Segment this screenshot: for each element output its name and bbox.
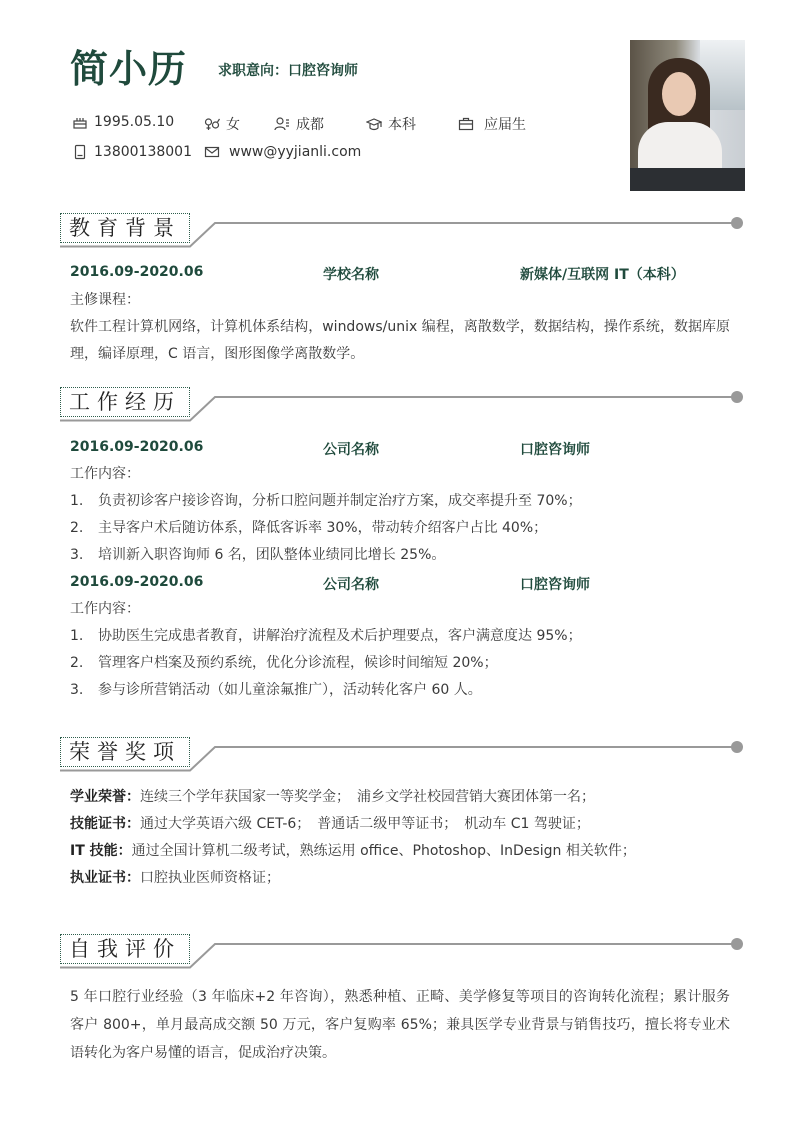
work-label: 工作内容： [70, 466, 140, 482]
section-header-self [60, 934, 750, 970]
honors-list [70, 784, 730, 892]
status-info [458, 114, 526, 134]
edu-major: 新媒体/互联网 IT（本科） [520, 267, 685, 283]
list-item [70, 515, 730, 542]
item-text: 负责初诊客户接诊咨询，分析口腔问题并制定治疗方案，成交率提升至 70%； [98, 493, 582, 509]
phone-icon [72, 144, 88, 160]
honor-value: 口腔执业医师资格证； [140, 870, 280, 886]
education-info [366, 114, 416, 134]
honor-value: 连续三个学年获国家一等奖学金； 浦乡文学社校园营销大赛团体第一名； [140, 789, 595, 805]
city: 成都 [296, 117, 324, 133]
item-number: 3. [70, 682, 84, 698]
self-evaluation: 5 年口腔行业经验（3 年临床+2 年咨询），熟悉种植、正畸、美学修复等项目的咨询转化流程；累计服务客户 800+，单月最高成交额 50 万元，客户复购率 65%；兼具医学专业背景与销售技巧，擅长将专业术语转化为客户易懂的语言，促成治疗决策。 [70, 989, 730, 1061]
mail-icon [204, 144, 220, 160]
grad-status: 应届生 [484, 117, 526, 133]
resume-name: 简小历 [70, 47, 188, 91]
item-number: 1. [70, 493, 84, 509]
phone: 13800138001 [94, 144, 192, 160]
courses-label: 主修课程： [70, 292, 140, 308]
phone-info [72, 144, 192, 160]
honor-item [70, 838, 730, 865]
list-item [70, 623, 730, 650]
item-text: 主导客户术后随访体系，降低客诉率 30%，带动转介绍客户占比 40%； [98, 520, 548, 536]
section-title: 工作经历 [60, 387, 190, 417]
list-item [70, 488, 730, 515]
city-info [274, 114, 324, 134]
work-label: 工作内容： [70, 601, 140, 617]
work-company: 公司名称 [323, 442, 379, 458]
honor-value: 通过大学英语六级 CET-6； 普通话二级甲等证书； 机动车 C1 驾驶证； [140, 816, 590, 832]
section-title: 荣誉奖项 [60, 737, 190, 767]
graduation-cap-icon [366, 116, 382, 132]
work-company: 公司名称 [323, 577, 379, 593]
section-header-education [60, 213, 750, 249]
briefcase-icon [458, 116, 474, 132]
honor-item [70, 784, 730, 811]
degree: 本科 [388, 117, 416, 133]
gender-info [204, 114, 240, 134]
gender-icon [204, 116, 220, 132]
gender: 女 [226, 117, 240, 133]
work-title: 口腔咨询师 [520, 577, 590, 593]
honor-key: 执业证书： [70, 870, 140, 886]
work-title: 口腔咨询师 [520, 442, 590, 458]
item-text: 管理客户档案及预约系统，优化分诊流程，候诊时间缩短 20%； [98, 655, 498, 671]
section-header-honors [60, 737, 750, 773]
item-number: 2. [70, 520, 84, 536]
edu-courses [70, 287, 730, 368]
honor-value: 通过全国计算机二级考试，熟练运用 office、Photoshop、InDesign 相关软件； [131, 843, 636, 859]
edu-school: 学校名称 [323, 267, 379, 283]
honor-key: 学业荣誉： [70, 789, 140, 805]
person-icon [274, 116, 290, 132]
email-info [204, 144, 361, 160]
work-details [70, 461, 730, 569]
honor-item [70, 865, 730, 892]
item-number: 1. [70, 628, 84, 644]
work-date: 2016.09-2020.06 [70, 439, 204, 455]
cake-icon [72, 114, 88, 130]
list-item [70, 542, 730, 569]
work-details [70, 596, 730, 704]
section-title: 自我评价 [60, 934, 190, 964]
list-item [70, 677, 730, 704]
courses-text: 软件工程计算机网络，计算机体系结构，windows/unix 编程，离散数学，数据结构，操作系统，数据库原理，编译原理，C 语言，图形图像学离散数学。 [70, 319, 730, 362]
honor-key: 技能证书： [70, 816, 140, 832]
profile-photo [630, 40, 745, 191]
item-text: 参与诊所营销活动（如儿童涂氟推广），活动转化客户 60 人。 [98, 682, 482, 698]
list-item [70, 650, 730, 677]
section-header-work [60, 387, 750, 423]
item-text: 协助医生完成患者教育，讲解治疗流程及术后护理要点，客户满意度达 95%； [98, 628, 582, 644]
item-text: 培训新入职咨询师 6 名，团队整体业绩同比增长 25%。 [98, 547, 446, 563]
birth-date: 1995.05.10 [94, 114, 175, 130]
edu-date: 2016.09-2020.06 [70, 264, 204, 280]
item-number: 2. [70, 655, 84, 671]
job-intent: 求职意向：口腔咨询师 [218, 63, 358, 79]
section-title: 教育背景 [60, 213, 190, 243]
honor-item [70, 811, 730, 838]
honor-key: IT 技能： [70, 843, 132, 859]
item-number: 3. [70, 547, 84, 563]
work-date: 2016.09-2020.06 [70, 574, 204, 590]
birth-info [72, 114, 174, 130]
email: www@yyjianli.com [229, 144, 362, 160]
